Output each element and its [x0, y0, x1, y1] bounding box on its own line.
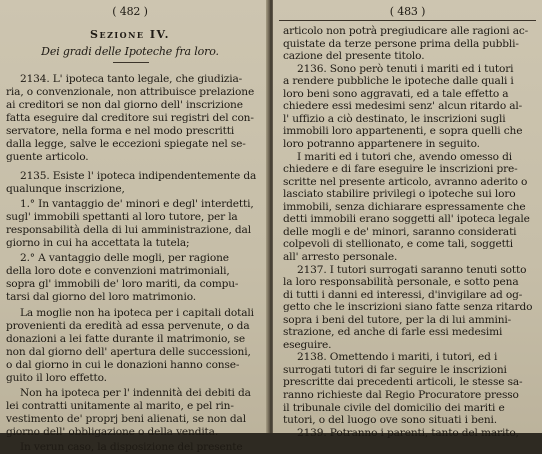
- page-number: ( 482 ): [112, 5, 148, 18]
- left-page: [0, 0, 268, 453]
- text-line: donazioni a lei fatte durante il matrimonio, se: [6, 333, 246, 345]
- text-line: eseguire.: [283, 338, 332, 351]
- text-line: dalla legge, salve le eccezioni spiegate nel se-: [6, 138, 246, 150]
- section-subtitle: Dei gradi delle Ipoteche fra loro.: [41, 45, 219, 58]
- text-line: fatta eseguire dal creditore sui registri del con-: [6, 112, 254, 124]
- text-line: di tutti i danni ed interessi, d'invigilare ad og-: [283, 288, 523, 301]
- text-line: ranno richieste dal Regio Procuratore presso: [283, 389, 519, 401]
- text-line: la loro responsabilità personale, e sotto pena: [283, 276, 519, 288]
- header-rule: [279, 20, 536, 21]
- text-line: all' arresto personale.: [283, 250, 398, 263]
- right-page: [273, 0, 542, 439]
- text-line: I mariti ed i tutori che, avendo omesso di: [297, 150, 512, 163]
- subtitle-rule: [113, 62, 149, 63]
- text-line: guente articolo.: [6, 151, 89, 163]
- text-line: In verun caso, la disposizione del presente: [20, 441, 243, 453]
- text-line: responsabilità della di lui amministrazione, dal: [6, 224, 251, 236]
- text-line: 2.° A vantaggio delle mogli, per ragione: [20, 252, 229, 264]
- text-line: sopra gl' immobili de' loro mariti, da compu-: [6, 278, 239, 290]
- text-line: getto che le inscrizioni siano fatte senza ritardo: [283, 301, 533, 314]
- text-line: 2134. L' ipoteca tanto legale, che giudizia-: [20, 73, 243, 85]
- text-line: a rendere pubbliche le ipoteche dalle quali i: [283, 75, 514, 88]
- text-line: immobili loro appartenenti, e sopra quelli che: [283, 125, 523, 138]
- text-line: surrogati tutori di far seguire le inscrizioni: [283, 363, 507, 376]
- text-line: scritte nel presente articolo, avranno aderito o: [283, 175, 528, 188]
- text-line: 2136. Sono però tenuti i mariti ed i tutori: [297, 62, 514, 75]
- text-line: non dal giorno dell' apertura delle successioni,: [6, 346, 251, 358]
- text-line: vestimento de' proprj beni alienati, se non dal: [6, 413, 246, 425]
- text-line: il tribunale civile del domicilio dei mariti e: [283, 401, 505, 414]
- text-line: loro potranno appartenere in seguito.: [283, 137, 480, 150]
- text-line: chiedere e di fare eseguire le inscrizioni pre-: [283, 163, 518, 176]
- text-line: provenienti da eredità ad essa pervenute, o da: [6, 320, 250, 332]
- text-line: La moglie non ha ipoteca per i capitali dotali: [20, 307, 254, 319]
- text-line: giorno in cui ha accettata la tutela;: [6, 237, 190, 249]
- text-line: servatore, nella forma e nel modo prescritti: [6, 125, 235, 137]
- text-line: immobili, senza dichiarare espressamente che: [283, 200, 526, 213]
- text-line: o dal giorno in cui le donazioni hanno conse-: [6, 359, 240, 371]
- text-line: quistate da terze persone prima della pubbli-: [283, 37, 519, 50]
- text-line: delle mogli e de' minori, saranno considerati: [283, 225, 517, 238]
- text-line: 2135. Esiste l' ipoteca indipendentemente da: [20, 170, 257, 182]
- text-line: 2139. Potranno i parenti, tanto del marito,: [297, 426, 519, 439]
- text-line: detti immobili erano soggetti all' ipoteca legale: [283, 213, 530, 226]
- text-line: tutori, o del luogo ove sono situati i beni.: [283, 414, 497, 427]
- text-line: l' uffizio a ciò destinato, le inscrizioni sugli: [283, 112, 506, 125]
- text-line: ai creditori se non dal giorno dell' inscrizione: [6, 99, 243, 111]
- text-line: sopra i beni del tutore, per la di lui ammini-: [283, 313, 512, 326]
- section-heading: Sezione IV.: [90, 28, 170, 41]
- text-line: 1.° In vantaggio de' minori e degl' interdetti,: [20, 198, 254, 210]
- text-line: giorno dell' obbligazione o della vendita.: [6, 426, 219, 438]
- text-line: tarsi dal giorno del loro matrimonio.: [6, 291, 196, 303]
- text-line: cazione del presente titolo.: [283, 50, 425, 63]
- text-line: strazione, ed anche di farle essi medesimi: [283, 326, 503, 339]
- text-line: colpevoli di stellionato, e come tali, soggetti: [283, 238, 514, 251]
- text-line: Non ha ipoteca per l' indennità dei debiti da: [20, 387, 251, 399]
- text-line: qualunque inscrizione,: [6, 183, 125, 195]
- text-line: 2138. Omettendo i mariti, i tutori, ed i: [297, 351, 498, 364]
- text-line: ria, o convenzionale, non attribuisce prelazione: [6, 86, 255, 98]
- text-line: guito il loro effetto.: [6, 372, 107, 384]
- text-line: articolo non potrà pregiudicare alle ragioni ac-: [283, 25, 529, 37]
- text-line: prescritte dai precedenti articoli, le stesse sa-: [283, 376, 523, 389]
- text-line: lasciato stabilire privilegi o ipoteche sui loro: [283, 188, 516, 201]
- text-line: 2137. I tutori surrogati saranno tenuti sotto: [297, 263, 527, 276]
- text-line: della loro dote e convenzioni matrimoniali,: [6, 265, 230, 277]
- page-number: ( 483 ): [389, 5, 426, 18]
- text-line: lei contratti unitamente al marito, e pel rin-: [6, 400, 234, 412]
- text-line: chiedere essi medesimi senz' alcun ritardo al-: [283, 100, 523, 113]
- text-line: sugl' immobili spettanti al loro tutore, per la: [6, 211, 238, 223]
- text-line: loro beni sono aggravati, ed a tale effetto a: [283, 87, 509, 100]
